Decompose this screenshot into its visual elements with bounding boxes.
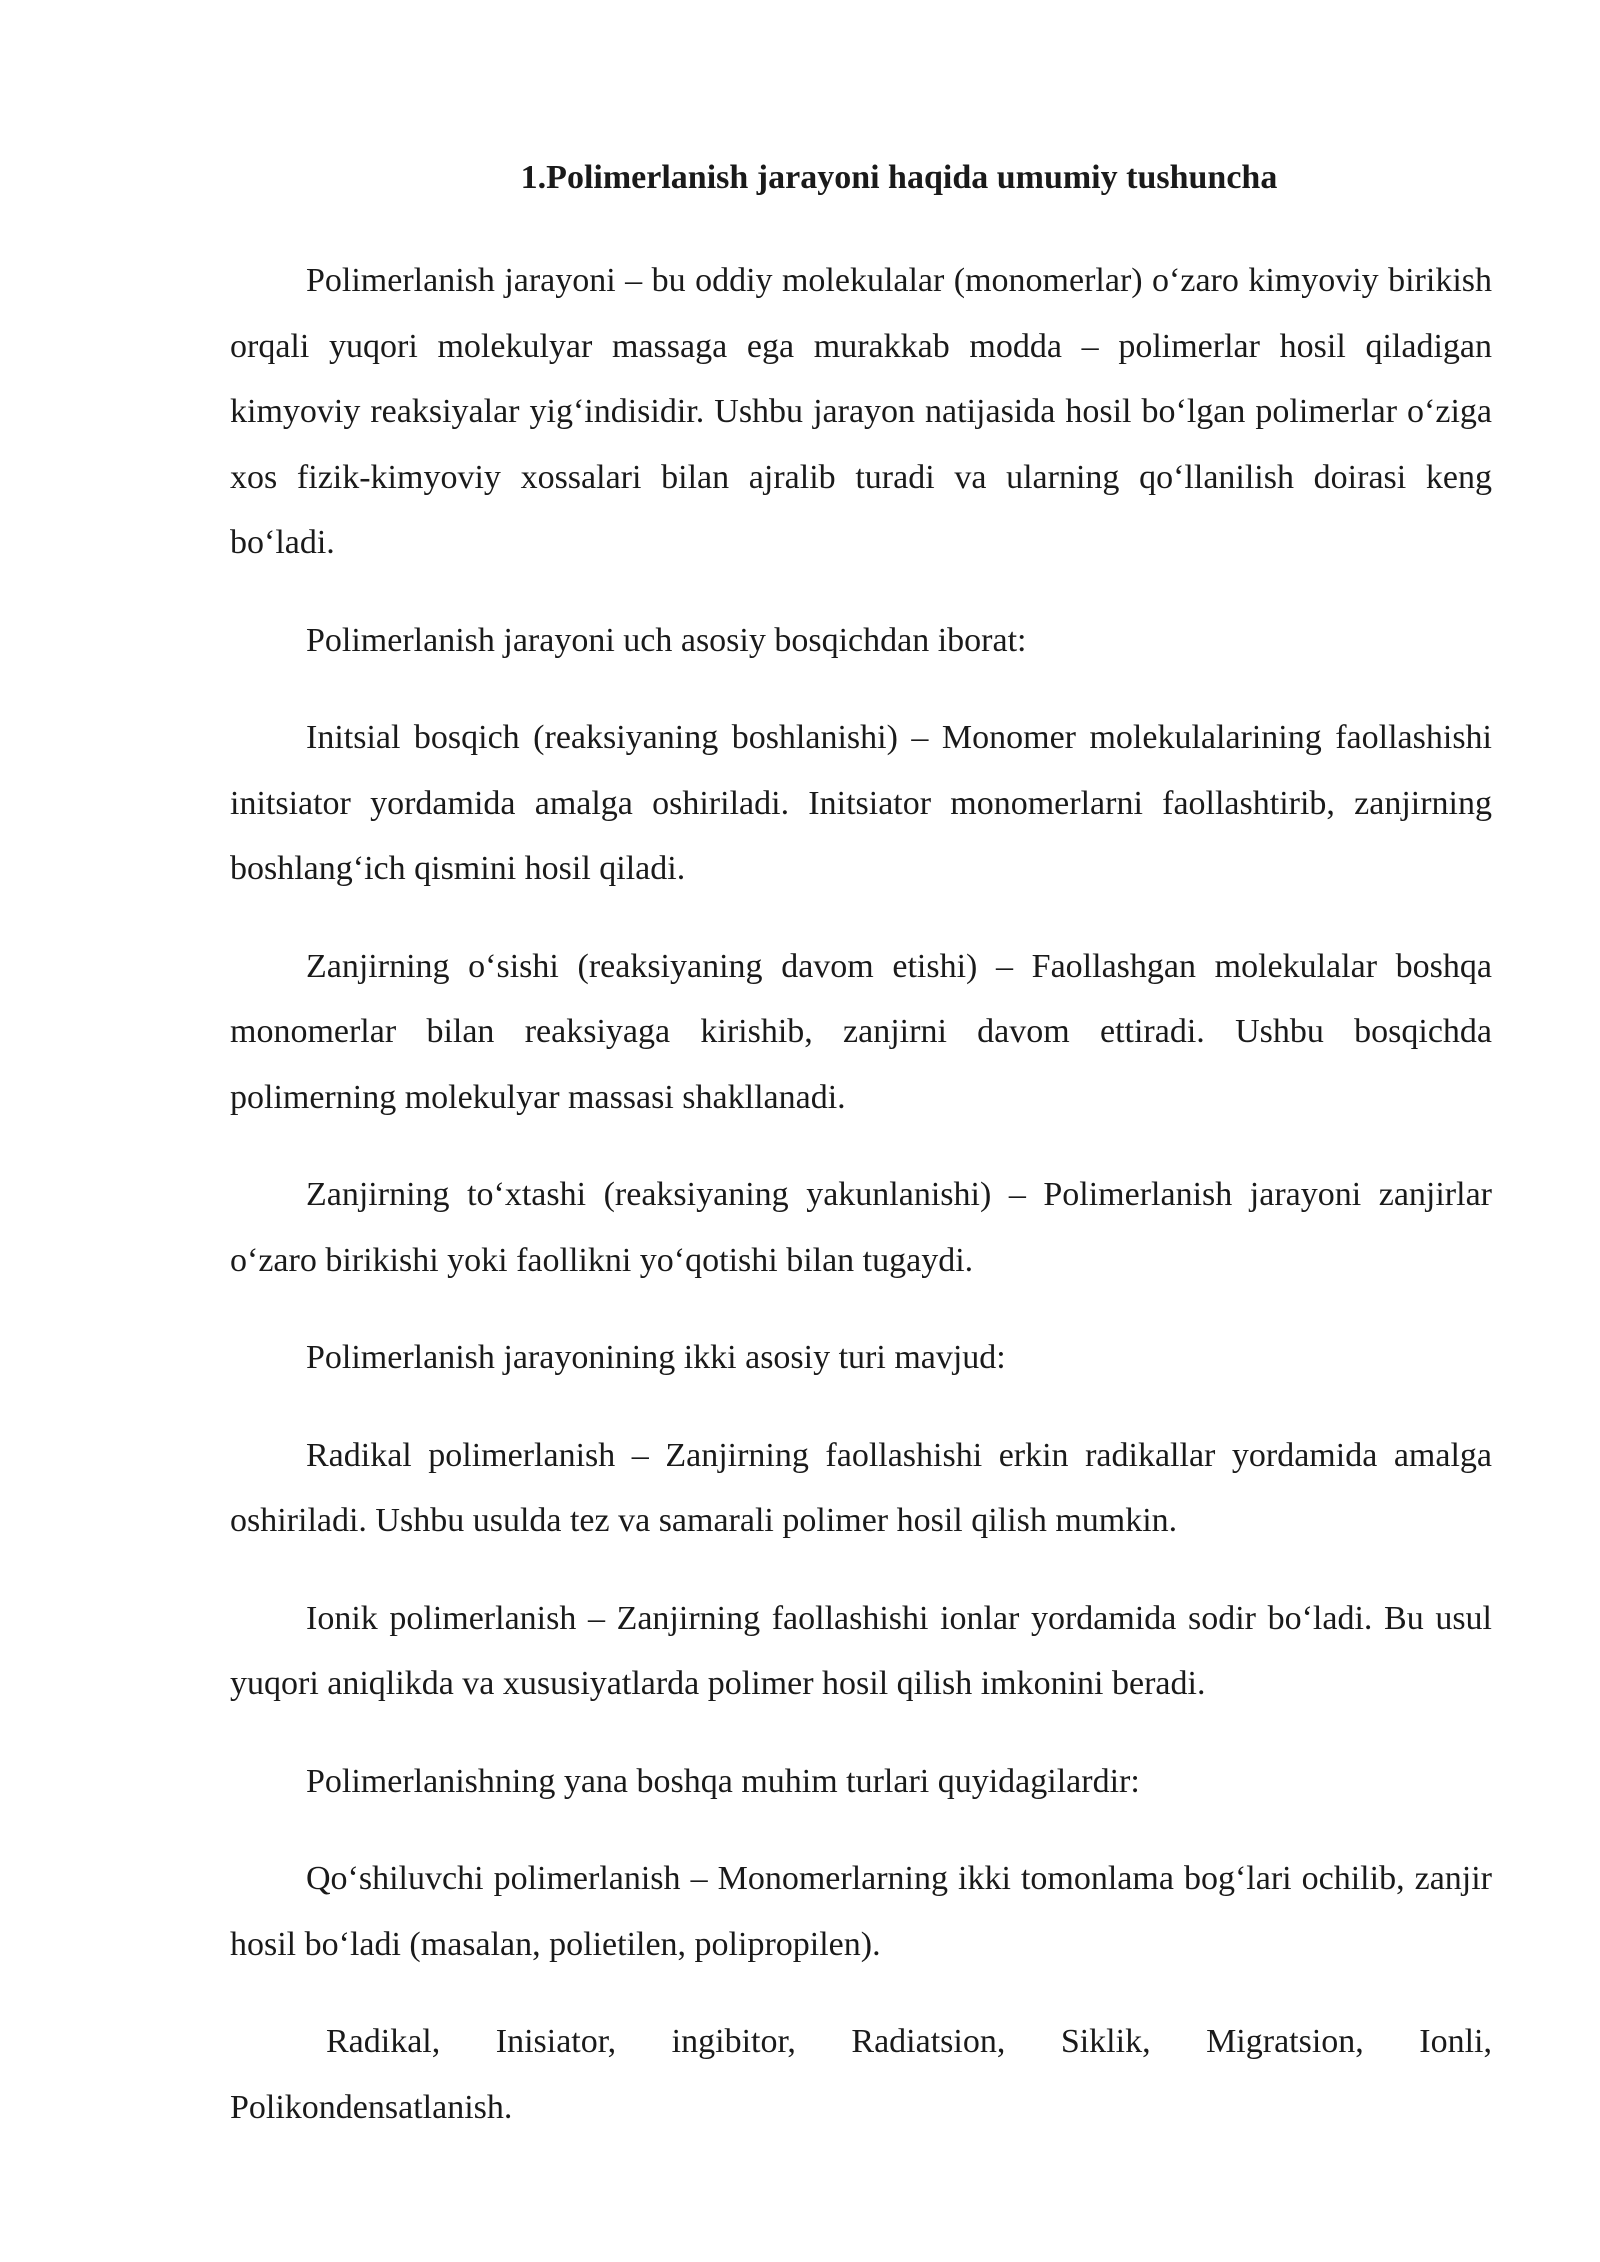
- paragraph-propagation: Zanjirning o‘sishi (reaksiyaning davom etishi) – Faollashgan molekulalar boshqa monomerlar bilan reaksiyaga kirishib, zanjirni davom ettiradi. Ushbu bosqichda polimerning molekulyar massasi shakllanadi.: [230, 947, 1492, 1116]
- document-page: [230, 148, 1492, 2172]
- paragraph-definition: Polimerlanish jarayoni – bu oddiy molekulalar (monomerlar) o‘zaro kimyoviy birikish orqali yuqori molekulyar massaga ega murakkab modda – polimerlar hosil qiladigan kimyoviy reaksiyalar yig‘indisidir. Ushbu jarayon natijasida hosil bo‘lgan polimerlar o‘ziga xos fizik-kimyoviy xossalari bilan ajralib turadi va ularning qo‘llanilish doirasi keng bo‘ladi.: [230, 262, 1492, 561]
- paragraph-ionic: Ionik polimerlanish – Zanjirning faollashishi ionlar yordamida sodir bo‘ladi. Bu usul yuqori aniqlikda va xususiyatlarda polimer hosil qilish imkonini beradi.: [230, 1599, 1492, 1702]
- paragraph-keywords: Radikal, Inisiator, ingibitor, Radiatsion, Siklik, Migratsion, Ionli, Polikondensatlanish.: [230, 2023, 1492, 2126]
- paragraph-stages-intro: Polimerlanish jarayoni uch asosiy bosqichdan iborat:: [306, 621, 1027, 659]
- section-title: 1.Polimerlanish jarayoni haqida umumiy tushuncha: [520, 159, 1278, 196]
- paragraph-radical: Radikal polimerlanish – Zanjirning faollashishi erkin radikallar yordamida amalga oshiriladi. Ushbu usulda tez va samarali polimer hosil qilish mumkin.: [230, 1436, 1492, 1539]
- paragraph-addition: Qo‘shiluvchi polimerlanish – Monomerlarning ikki tomonlama bog‘lari ochilib, zanjir hosil bo‘ladi (masalan, polietilen, polipropilen).: [230, 1860, 1492, 1963]
- paragraph-other-types-intro: Polimerlanishning yana boshqa muhim turlari quyidagilardir:: [306, 1762, 1140, 1800]
- paragraph-types-intro: Polimerlanish jarayonining ikki asosiy turi mavjud:: [306, 1339, 1006, 1376]
- paragraph-initiation: Initsial bosqich (reaksiyaning boshlanishi) – Monomer molekulalarining faollashishi initsiator yordamida amalga oshiriladi. Initsiator monomerlarni faollashtirib, zanjirning boshlang‘ich qismini hosil qiladi.: [230, 719, 1492, 887]
- paragraph-termination: Zanjirning to‘xtashi (reaksiyaning yakunlanishi) – Polimerlanish jarayoni zanjirlar o‘zaro birikishi yoki faollikni yo‘qotishi bilan tugaydi.: [230, 1176, 1492, 1279]
